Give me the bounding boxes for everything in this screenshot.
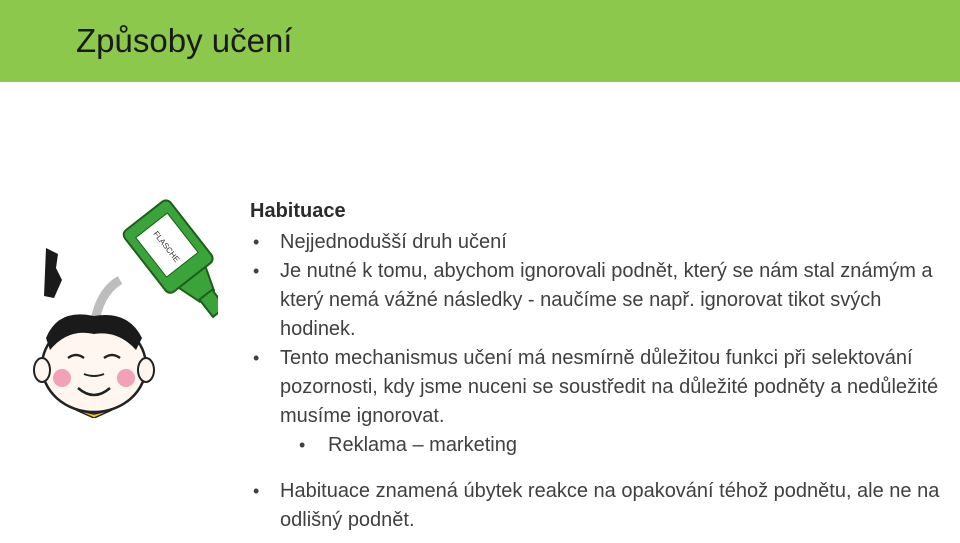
bullet-icon: • (299, 435, 306, 455)
bottle-icon (121, 198, 218, 330)
slide-content (250, 200, 950, 535)
title-bar (0, 0, 960, 82)
face-icon (34, 314, 154, 418)
list-item: • Je nutné k tomu, abychom ignorovali podnět, který se nám stal známým a který nemá vážné následky - naučíme se např. ignorovat tikot svých hodinek. (250, 257, 950, 344)
bullet-icon: • (253, 261, 260, 281)
habituation-illustration (28, 188, 218, 418)
sub-list-item: • Reklama – marketing (250, 431, 950, 460)
hair-flap (44, 248, 62, 298)
list-item: • Tento mechanismus učení má nesmírně důležitou funkci při selektování pozornosti, kdy jsme nuceni se soustředit na důležité podněty a nedůležité musíme ignorovat. (250, 344, 950, 431)
bullet-list (250, 228, 950, 460)
section-heading: Habituace (250, 200, 346, 222)
bottle-label: FLASCHE (151, 229, 182, 265)
summary-list (250, 477, 950, 535)
bullet-icon: • (253, 232, 260, 252)
list-item: • Habituace znamená úbytek reakce na opakování téhož podnětu, ale ne na odlišný podnět. (250, 477, 950, 535)
slide-title: Způsoby učení (76, 22, 293, 59)
bullet-icon: • (253, 481, 260, 501)
list-item: • Nejjednodušší druh učení (250, 228, 950, 257)
bullet-icon: • (253, 348, 260, 368)
